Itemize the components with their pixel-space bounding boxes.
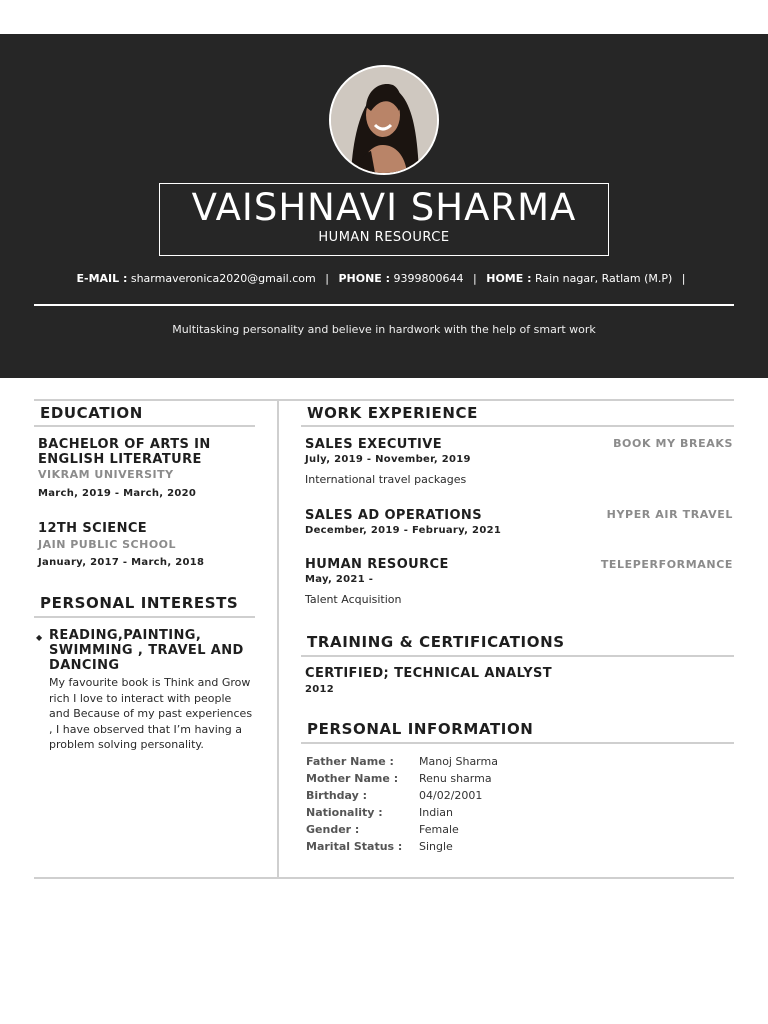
education-dates: January, 2017 - March, 2018 [38, 557, 205, 568]
interest-title: READING,PAINTING, SWIMMING , TRAVEL AND DANCING [49, 628, 244, 673]
interests-heading: PERSONAL INTERESTS [40, 594, 239, 612]
resume-header [0, 34, 768, 378]
profile-photo-image [331, 67, 437, 173]
phone-value[interactable]: 9399800644 [393, 272, 464, 285]
candidate-title: HUMAN RESOURCE [318, 230, 450, 245]
work-heading: WORK EXPERIENCE [307, 404, 478, 422]
separator: | [473, 272, 477, 285]
certification-name: CERTIFIED; TECHNICAL ANALYST [305, 666, 553, 681]
job-description: Talent Acquisition [305, 593, 402, 606]
bottom-divider [34, 877, 734, 879]
certification-year: 2012 [305, 684, 335, 695]
section-underline [301, 425, 734, 427]
job-role: SALES EXECUTIVE [305, 437, 443, 452]
contact-line [0, 272, 768, 285]
info-label: Gender : [306, 823, 360, 836]
info-value: Renu sharma [419, 772, 492, 785]
name-box [159, 183, 609, 256]
email-label: E-MAIL : [76, 272, 128, 285]
profile-photo [329, 65, 439, 175]
top-divider [34, 399, 734, 401]
separator: | [325, 272, 329, 285]
section-underline [301, 655, 734, 657]
personal-heading: PERSONAL INFORMATION [307, 720, 534, 738]
info-value: Indian [419, 806, 453, 819]
job-company: BOOK MY BREAKS [613, 437, 733, 450]
education-dates: March, 2019 - March, 2020 [38, 488, 197, 499]
job-company: HYPER AIR TRAVEL [606, 508, 733, 521]
summary-text: Multitasking personality and believe in hardwork with the help of smart work [172, 323, 596, 336]
column-divider [277, 400, 279, 878]
training-heading: TRAINING & CERTIFICATIONS [307, 633, 565, 651]
info-label: Marital Status : [306, 840, 403, 853]
job-dates: December, 2019 - February, 2021 [305, 525, 502, 536]
info-label: Father Name : [306, 755, 394, 768]
info-value: Manoj Sharma [419, 755, 498, 768]
info-value: Female [419, 823, 459, 836]
info-label: Nationality : [306, 806, 383, 819]
info-value: Single [419, 840, 453, 853]
candidate-name: VAISHNAVI SHARMA [191, 186, 577, 229]
home-label: HOME : [486, 272, 532, 285]
education-degree: 12TH SCIENCE [38, 521, 148, 536]
header-divider [34, 304, 734, 306]
home-value: Rain nagar, Ratlam (M.P) [535, 272, 673, 285]
job-role: HUMAN RESOURCE [305, 557, 449, 572]
job-role: SALES AD OPERATIONS [305, 508, 482, 523]
separator: | [681, 272, 686, 285]
education-school: JAIN PUBLIC SCHOOL [38, 538, 177, 551]
section-underline [301, 742, 734, 744]
interest-description: My favourite book is Think and Grow rich I love to interact with people and Because of my past experiences , I have observed that I’m having a problem solving personality. [49, 676, 253, 751]
section-underline [34, 425, 255, 427]
info-label: Birthday : [306, 789, 368, 802]
job-description: International travel packages [305, 473, 467, 486]
education-school: VIKRAM UNIVERSITY [38, 468, 174, 481]
bullet-icon: ◆ [36, 633, 43, 642]
job-dates: May, 2021 - [305, 574, 374, 585]
info-value: 04/02/2001 [419, 789, 483, 802]
info-label: Mother Name : [306, 772, 399, 785]
job-company: TELEPERFORMANCE [600, 558, 733, 571]
education-heading: EDUCATION [40, 404, 143, 422]
job-dates: July, 2019 - November, 2019 [305, 454, 471, 465]
phone-label: PHONE : [338, 272, 391, 285]
email-value[interactable]: sharmaveronica2020@gmail.com [130, 272, 316, 285]
section-underline [34, 616, 255, 618]
education-degree: BACHELOR OF ARTS IN ENGLISH LITERATURE [38, 437, 211, 467]
